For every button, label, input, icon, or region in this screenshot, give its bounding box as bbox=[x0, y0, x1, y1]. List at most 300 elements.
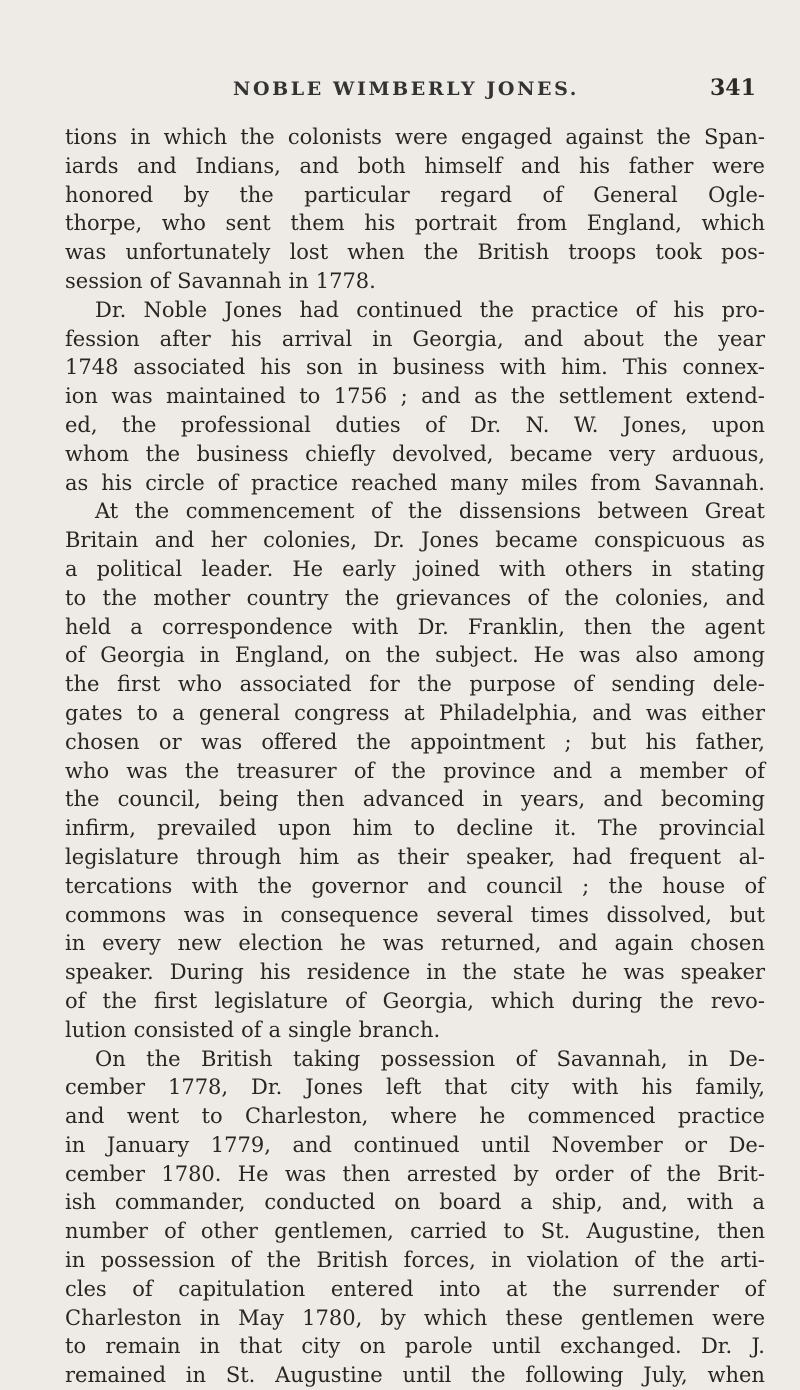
word: first bbox=[153, 988, 198, 1013]
word: then bbox=[296, 787, 345, 812]
word: returned, bbox=[440, 931, 542, 956]
word: was bbox=[200, 729, 243, 754]
word: arrested bbox=[406, 1161, 497, 1186]
word: a bbox=[752, 1190, 765, 1215]
word: St. bbox=[225, 1363, 256, 1388]
word: commenced bbox=[527, 1104, 656, 1129]
word: city bbox=[301, 1334, 341, 1359]
word: al- bbox=[738, 844, 765, 869]
word: the bbox=[257, 873, 293, 898]
word: miles bbox=[521, 470, 578, 495]
word: until bbox=[402, 1363, 452, 1388]
word: in bbox=[65, 1248, 86, 1273]
word: was bbox=[65, 240, 107, 265]
word: Charleston bbox=[65, 1305, 182, 1330]
word: with bbox=[571, 1075, 619, 1100]
word: and bbox=[523, 326, 564, 351]
word: were bbox=[394, 125, 448, 149]
word: Jones bbox=[421, 528, 479, 553]
word: of bbox=[542, 182, 563, 207]
word: he bbox=[479, 1104, 506, 1129]
word: Augustine bbox=[275, 1363, 383, 1388]
word: himself bbox=[424, 153, 503, 178]
word: gates bbox=[65, 700, 123, 725]
page-number: 341 bbox=[710, 75, 756, 101]
word: in bbox=[65, 931, 86, 956]
word: entered bbox=[330, 1276, 414, 1301]
word: congress bbox=[294, 700, 390, 725]
word: which bbox=[490, 988, 555, 1013]
word: the bbox=[663, 326, 699, 351]
word: on bbox=[344, 643, 372, 668]
text-line bbox=[65, 469, 765, 498]
text-line bbox=[65, 843, 765, 872]
word: the bbox=[391, 758, 426, 783]
text-line bbox=[65, 411, 765, 440]
word: possession bbox=[100, 1248, 216, 1273]
word: in bbox=[372, 326, 393, 351]
word: legislature bbox=[214, 988, 329, 1013]
page-header bbox=[0, 75, 800, 118]
word: grievances bbox=[395, 585, 512, 610]
text-line bbox=[65, 526, 765, 555]
word: ion bbox=[65, 384, 98, 409]
word: Great bbox=[704, 499, 765, 524]
word: of bbox=[345, 988, 366, 1013]
word: reached bbox=[351, 470, 438, 495]
word: Charleston, bbox=[244, 1104, 369, 1129]
word: father bbox=[628, 153, 694, 178]
word: his bbox=[645, 729, 677, 754]
word: but bbox=[729, 902, 765, 927]
word: ; bbox=[564, 729, 572, 754]
word: During bbox=[169, 960, 244, 985]
word: governor bbox=[311, 873, 408, 898]
word: surrender bbox=[612, 1276, 719, 1301]
word: to bbox=[65, 585, 87, 610]
word: lution bbox=[65, 1017, 127, 1042]
word: cember bbox=[65, 1161, 146, 1186]
word: at bbox=[506, 1276, 528, 1301]
word: of bbox=[164, 1219, 185, 1244]
word: General bbox=[593, 182, 678, 207]
word: the bbox=[417, 672, 452, 697]
word: becoming bbox=[661, 787, 765, 812]
word: consisted bbox=[133, 1017, 235, 1042]
word: Dr. bbox=[251, 1075, 283, 1100]
word: W. bbox=[573, 412, 599, 437]
word: dissolved, bbox=[606, 902, 712, 927]
word: from bbox=[516, 211, 568, 236]
word: upon bbox=[711, 412, 765, 437]
word: to bbox=[503, 1219, 525, 1244]
word: and bbox=[520, 153, 561, 178]
word: following bbox=[525, 1363, 624, 1388]
word: with bbox=[499, 556, 546, 581]
word: and bbox=[137, 153, 177, 178]
text-line bbox=[65, 958, 765, 987]
word: in bbox=[482, 787, 503, 812]
word: England, bbox=[234, 643, 331, 668]
word: decline bbox=[456, 816, 534, 841]
word: the bbox=[656, 125, 691, 149]
word: tercations bbox=[65, 873, 173, 898]
word: Savannah, bbox=[556, 1046, 668, 1071]
word: January bbox=[106, 1132, 190, 1157]
word: for bbox=[369, 672, 400, 697]
word: N. bbox=[525, 412, 550, 437]
word: of bbox=[573, 672, 594, 697]
word: against bbox=[565, 125, 644, 149]
word: 1748 bbox=[65, 355, 119, 380]
word: Georgia bbox=[100, 643, 185, 668]
text-line bbox=[65, 152, 765, 181]
word: revo- bbox=[710, 988, 765, 1013]
word: of bbox=[634, 1248, 655, 1273]
word: early bbox=[342, 556, 396, 581]
word: Savannah. bbox=[653, 470, 765, 495]
word: these bbox=[505, 1305, 564, 1330]
word: the bbox=[564, 585, 599, 610]
word: father, bbox=[695, 729, 765, 754]
word: years, bbox=[520, 787, 586, 812]
word: the bbox=[65, 672, 100, 697]
word: De- bbox=[728, 1132, 765, 1157]
word: as bbox=[474, 384, 498, 409]
word: residence bbox=[306, 960, 411, 985]
word: election bbox=[238, 931, 324, 956]
word: On bbox=[95, 1046, 126, 1071]
word: and bbox=[154, 528, 195, 553]
word: Franklin, bbox=[467, 614, 565, 639]
word: by bbox=[183, 182, 209, 207]
word: to bbox=[413, 816, 435, 841]
word: to bbox=[65, 1334, 87, 1359]
word: in bbox=[426, 960, 447, 985]
word: and bbox=[725, 585, 765, 610]
word: Jones bbox=[224, 297, 283, 322]
word: the bbox=[240, 125, 275, 149]
word: cember bbox=[65, 1075, 146, 1100]
word: arrival bbox=[281, 326, 353, 351]
word: fession bbox=[65, 326, 140, 351]
word: cles bbox=[65, 1276, 107, 1301]
word: the bbox=[608, 873, 643, 898]
word: others bbox=[564, 556, 633, 581]
word: commencement bbox=[185, 499, 355, 524]
word: British bbox=[200, 1046, 273, 1071]
word: he bbox=[581, 960, 608, 985]
word: son bbox=[305, 355, 343, 380]
word: legislature bbox=[65, 844, 179, 869]
word: business bbox=[196, 441, 289, 466]
word: which bbox=[423, 1305, 488, 1330]
word: political bbox=[96, 556, 183, 581]
word: regard bbox=[440, 182, 513, 207]
word: consequence bbox=[280, 902, 419, 927]
word: of bbox=[65, 988, 86, 1013]
word: the bbox=[344, 585, 380, 610]
word: of bbox=[230, 1248, 252, 1273]
word: the bbox=[407, 499, 443, 524]
word: extend- bbox=[685, 384, 765, 409]
text-line bbox=[65, 1246, 765, 1275]
text-line bbox=[65, 613, 765, 642]
word: the bbox=[134, 499, 170, 524]
word: and bbox=[592, 700, 632, 725]
word: in bbox=[687, 1046, 709, 1071]
word: sending bbox=[611, 672, 696, 697]
word: professional bbox=[180, 412, 311, 437]
word: a bbox=[609, 758, 622, 783]
word: pos- bbox=[721, 240, 765, 265]
word: iards bbox=[65, 153, 119, 178]
word: and bbox=[65, 1104, 105, 1129]
word: were bbox=[712, 1305, 765, 1330]
text-line bbox=[65, 1102, 765, 1131]
word: again bbox=[614, 931, 674, 956]
word: a bbox=[130, 614, 143, 639]
word: into bbox=[439, 1276, 481, 1301]
word: among bbox=[692, 643, 765, 668]
word: Augustine, bbox=[586, 1219, 701, 1244]
word: with bbox=[686, 1190, 734, 1215]
word: of bbox=[515, 1046, 537, 1071]
word: practice bbox=[251, 470, 339, 495]
text-line bbox=[65, 728, 765, 757]
word: May bbox=[238, 1305, 285, 1330]
word: frequent bbox=[629, 844, 722, 869]
text-line bbox=[65, 382, 765, 411]
text-line bbox=[65, 757, 765, 786]
word: in bbox=[651, 556, 673, 581]
word: British bbox=[316, 1248, 389, 1273]
word: was bbox=[126, 758, 168, 783]
word: of bbox=[65, 643, 86, 668]
word: leader. bbox=[201, 556, 274, 581]
word: carried bbox=[410, 1219, 488, 1244]
word: troops bbox=[568, 240, 637, 265]
word: 1780, bbox=[302, 1305, 363, 1330]
word: many bbox=[450, 470, 509, 495]
word: became bbox=[495, 528, 578, 553]
word: being bbox=[219, 787, 279, 812]
word: after bbox=[159, 326, 211, 351]
word: the bbox=[239, 182, 274, 207]
word: his bbox=[641, 1075, 673, 1100]
text-line bbox=[65, 1188, 765, 1217]
text-line bbox=[65, 641, 765, 670]
word: had bbox=[299, 297, 339, 322]
word: Dr. bbox=[700, 1334, 733, 1359]
word: which bbox=[163, 125, 228, 149]
word: either bbox=[701, 700, 765, 725]
text-line bbox=[65, 238, 765, 267]
word: became bbox=[510, 441, 593, 466]
word: colonies, bbox=[263, 528, 357, 553]
text-line bbox=[65, 325, 765, 354]
word: engaged bbox=[461, 125, 553, 149]
word: continued bbox=[353, 1132, 460, 1157]
text-line bbox=[65, 1073, 765, 1102]
word: chosen bbox=[65, 729, 140, 754]
word: He bbox=[237, 1161, 269, 1186]
word: ish bbox=[65, 1190, 97, 1215]
word: state bbox=[512, 960, 566, 985]
word: ed, bbox=[65, 412, 98, 437]
word: times bbox=[530, 902, 589, 927]
word: subject. bbox=[435, 643, 519, 668]
word: very bbox=[609, 441, 656, 466]
text-line bbox=[65, 584, 765, 613]
word: with bbox=[499, 355, 547, 380]
text-line bbox=[65, 814, 765, 843]
word: continued bbox=[356, 297, 463, 322]
word: with bbox=[191, 873, 239, 898]
word: other bbox=[200, 1219, 258, 1244]
word: the bbox=[102, 585, 137, 610]
word: his bbox=[364, 211, 396, 236]
word: arti- bbox=[720, 1248, 765, 1273]
word: his bbox=[230, 326, 262, 351]
word: infirm, bbox=[65, 816, 136, 841]
word: from bbox=[590, 470, 641, 495]
word: gentlemen bbox=[581, 1305, 695, 1330]
word: family, bbox=[695, 1075, 765, 1100]
word: was bbox=[284, 1161, 327, 1186]
text-line bbox=[65, 123, 765, 152]
word: The bbox=[597, 816, 638, 841]
word: commander, bbox=[114, 1190, 246, 1215]
word: board bbox=[439, 1190, 502, 1215]
word: Georgia, bbox=[412, 326, 504, 351]
word: who bbox=[177, 672, 223, 697]
word: November bbox=[551, 1132, 663, 1157]
word: Philadelphia, bbox=[438, 700, 579, 725]
word: dissensions bbox=[458, 499, 582, 524]
word: was bbox=[382, 931, 424, 956]
word: Dr. bbox=[417, 614, 449, 639]
word: session bbox=[65, 268, 143, 293]
word: chiefly bbox=[305, 441, 376, 466]
word: as bbox=[65, 470, 89, 495]
word: upon bbox=[278, 816, 332, 841]
word: who bbox=[161, 211, 206, 236]
text-line bbox=[65, 181, 765, 210]
word: and, bbox=[621, 1190, 668, 1215]
word: also bbox=[635, 643, 678, 668]
word: ; bbox=[400, 384, 408, 409]
word: the bbox=[356, 729, 391, 754]
word: remained bbox=[65, 1363, 167, 1388]
word: duties bbox=[335, 412, 401, 437]
word: his bbox=[673, 297, 705, 322]
word: 1778, bbox=[167, 1075, 229, 1100]
text-line bbox=[65, 555, 765, 584]
word: to bbox=[201, 1104, 223, 1129]
word: city bbox=[510, 1075, 549, 1100]
word: 1778. bbox=[315, 268, 376, 293]
word: and bbox=[558, 931, 598, 956]
word: thorpe, bbox=[65, 211, 143, 236]
word: prevailed bbox=[157, 816, 257, 841]
word: a bbox=[520, 1190, 533, 1215]
word: about bbox=[583, 326, 644, 351]
word: then bbox=[342, 1161, 391, 1186]
word: or bbox=[158, 729, 182, 754]
word: by bbox=[380, 1305, 406, 1330]
word: him bbox=[298, 844, 340, 869]
word: the bbox=[65, 787, 100, 812]
word: in bbox=[65, 1132, 86, 1157]
word: Ogle- bbox=[708, 182, 765, 207]
word: agent bbox=[704, 614, 765, 639]
word: her bbox=[210, 528, 247, 553]
word: of bbox=[744, 1276, 765, 1301]
word: the bbox=[184, 758, 220, 783]
word: him bbox=[352, 816, 393, 841]
word: and bbox=[552, 758, 593, 783]
word: gentlemen, bbox=[274, 1219, 394, 1244]
word: the bbox=[471, 1363, 506, 1388]
word: was bbox=[645, 700, 688, 725]
text-line bbox=[65, 929, 765, 958]
word: J. bbox=[751, 1334, 765, 1359]
word: the bbox=[510, 384, 546, 409]
word: Jones, bbox=[622, 412, 688, 437]
word: He bbox=[292, 556, 324, 581]
word: parole bbox=[404, 1334, 473, 1359]
word: treasurer bbox=[236, 758, 337, 783]
word: ; bbox=[582, 873, 590, 898]
word: speaker. bbox=[65, 960, 154, 985]
word: a bbox=[172, 700, 185, 725]
word: lost bbox=[289, 240, 329, 265]
word: conspicuous bbox=[594, 528, 726, 553]
word: the bbox=[552, 1276, 588, 1301]
word: in bbox=[242, 902, 263, 927]
word: the bbox=[122, 412, 157, 437]
word: tions bbox=[65, 125, 118, 149]
word: advanced bbox=[362, 787, 465, 812]
word: with bbox=[351, 614, 399, 639]
word: of bbox=[744, 758, 765, 783]
word: the bbox=[385, 643, 421, 668]
word: his bbox=[260, 355, 292, 380]
word: which bbox=[701, 211, 765, 236]
word: but bbox=[590, 729, 627, 754]
word: number bbox=[65, 1219, 148, 1244]
word: conducted bbox=[264, 1190, 376, 1215]
word: first bbox=[117, 672, 161, 697]
word: of bbox=[217, 470, 239, 495]
word: forces, bbox=[403, 1248, 476, 1273]
word: was bbox=[623, 960, 665, 985]
word: on bbox=[359, 1334, 386, 1359]
word: of bbox=[527, 585, 548, 610]
word: was bbox=[183, 902, 226, 927]
word: it. bbox=[554, 816, 577, 841]
word: purpose bbox=[469, 672, 556, 697]
word: until bbox=[491, 1334, 541, 1359]
word: remain bbox=[105, 1334, 181, 1359]
word: was bbox=[579, 643, 621, 668]
word: the bbox=[670, 1248, 705, 1273]
word: of bbox=[241, 1017, 262, 1042]
word: branch. bbox=[358, 1017, 441, 1042]
word: associated bbox=[133, 355, 246, 380]
text-line bbox=[65, 1217, 765, 1246]
